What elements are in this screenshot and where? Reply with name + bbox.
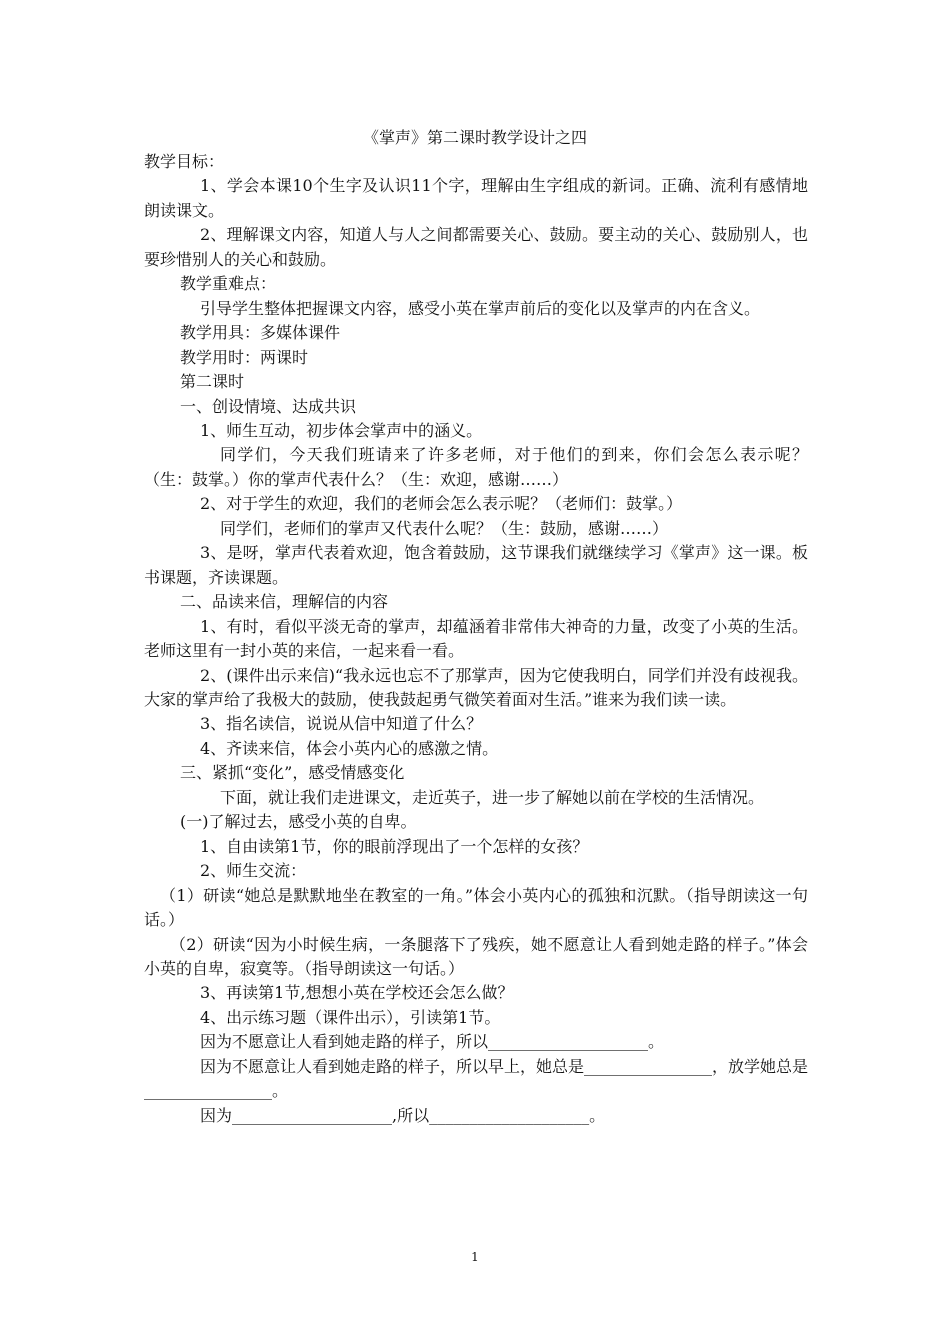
exercise-line-2: 因为不愿意让人看到她走路的样子，所以早上，她总是________________，放学她总是________________。 [144, 1056, 809, 1101]
paragraph-s2-step-3: 3、指名读信，说说从信中知道了什么？ [200, 714, 483, 734]
paragraph-sub1-step-2: 2、师生交流： [200, 861, 307, 881]
paragraph-s2-step-4: 4、齐读来信，体会小英内心的感激之情。 [200, 738, 499, 758]
heading-section-3: 三、紧抓“变化”，感受情感变化 [180, 763, 405, 783]
paragraph-s1-dialogue-1: 同学们，今天我们班请来了许多老师，对于他们的到来，你们会怎么表示呢？（生：鼓掌。）你的掌声代表什么？（生：欢迎，感谢……） [144, 445, 808, 489]
paragraph-sub1-step-3: 3、再读第1节,想想小英在学校还会怎么做？ [200, 983, 514, 1003]
paragraph-teaching-time: 教学用时：两课时 [180, 347, 309, 367]
exercise-line-3: 因为____________________,所以____________________。 [200, 1105, 606, 1125]
paragraph-sub1-study-1: （1）研读“她总是默默地坐在教室的一角。”体会小英内心的孤独和沉默。（指导朗读这一句话。） [144, 885, 808, 930]
heading-key-points: 教学重难点： [180, 274, 277, 294]
paragraph-sub1-step-4: 4、出示练习题（课件出示），引读第1节。 [200, 1007, 501, 1027]
paragraph-goal-1: 1、学会本课10个生字及认识11个字，理解由生字组成的新词。正确、流利有感情地朗读课文。 [144, 176, 808, 220]
paragraph-sub1-study-2: （2）研读“因为小时候生病，一条腿落下了残疾，她不愿意让人看到她走路的样子。”体会小英的自卑，寂寞等。（指导朗读这一句话。） [144, 934, 808, 978]
heading-subsection-1: (一)了解过去，感受小英的自卑。 [180, 812, 417, 832]
paragraph-teaching-tools: 教学用具：多媒体课件 [180, 323, 341, 343]
paragraph-s3-intro: 下面，就让我们走进课文，走近英子，进一步了解她以前在学校的生活情况。 [220, 787, 765, 807]
paragraph-s1-dialogue-2: 同学们，老师们的掌声又代表什么呢？（生：鼓励，感谢……） [220, 518, 669, 538]
paragraph-sub1-step-1: 1、自由读第1节，你的眼前浮现出了一个怎样的女孩？ [200, 836, 589, 856]
paragraph-s1-step-2: 2、对于学生的欢迎，我们的老师会怎么表示呢？（老师们：鼓掌。） [200, 494, 683, 514]
exercise-line-1: 因为不愿意让人看到她走路的样子，所以____________________。 [200, 1032, 665, 1052]
paragraph-s2-step-2: 2、(课件出示来信)“我永远也忘不了那掌声，因为它使我明白，同学们并没有歧视我。大家的掌声给了我极大的鼓励，使我鼓起勇气微笑着面对生活。”谁来为我们读一读。 [144, 665, 808, 709]
heading-section-2: 二、品读来信，理解信的内容 [180, 592, 389, 612]
paragraph-s1-step-3: 3、是呀，掌声代表着欢迎，饱含着鼓励，这节课我们就继续学习《掌声》这一课。板书课题，齐读课题。 [144, 543, 808, 587]
heading-teaching-goals: 教学目标： [144, 152, 225, 171]
paragraph-s2-step-1: 1、有时，看似平淡无奇的掌声，却蕴涵着非常伟大神奇的力量，改变了小英的生活。老师这里有一封小英的来信，一起来看一看。 [144, 616, 808, 661]
paragraph-key-points: 引导学生整体把握课文内容，感受小英在掌声前后的变化以及掌声的内在含义。 [200, 298, 761, 318]
document-body [144, 150, 808, 1128]
heading-section-1: 一、创设情境、达成共识 [180, 396, 357, 416]
paragraph-s1-step-1: 1、师生互动，初步体会掌声中的涵义。 [200, 420, 483, 440]
heading-second-lesson: 第二课时 [180, 372, 245, 392]
document-title: 《掌声》第二课时教学设计之四 [362, 128, 587, 147]
page-number: 1 [471, 1250, 479, 1264]
paragraph-goal-2: 2、理解课文内容，知道人与人之间都需要关心、鼓励。要主动的关心、鼓励别人，也要珍惜别人的关心和鼓励。 [144, 225, 808, 269]
